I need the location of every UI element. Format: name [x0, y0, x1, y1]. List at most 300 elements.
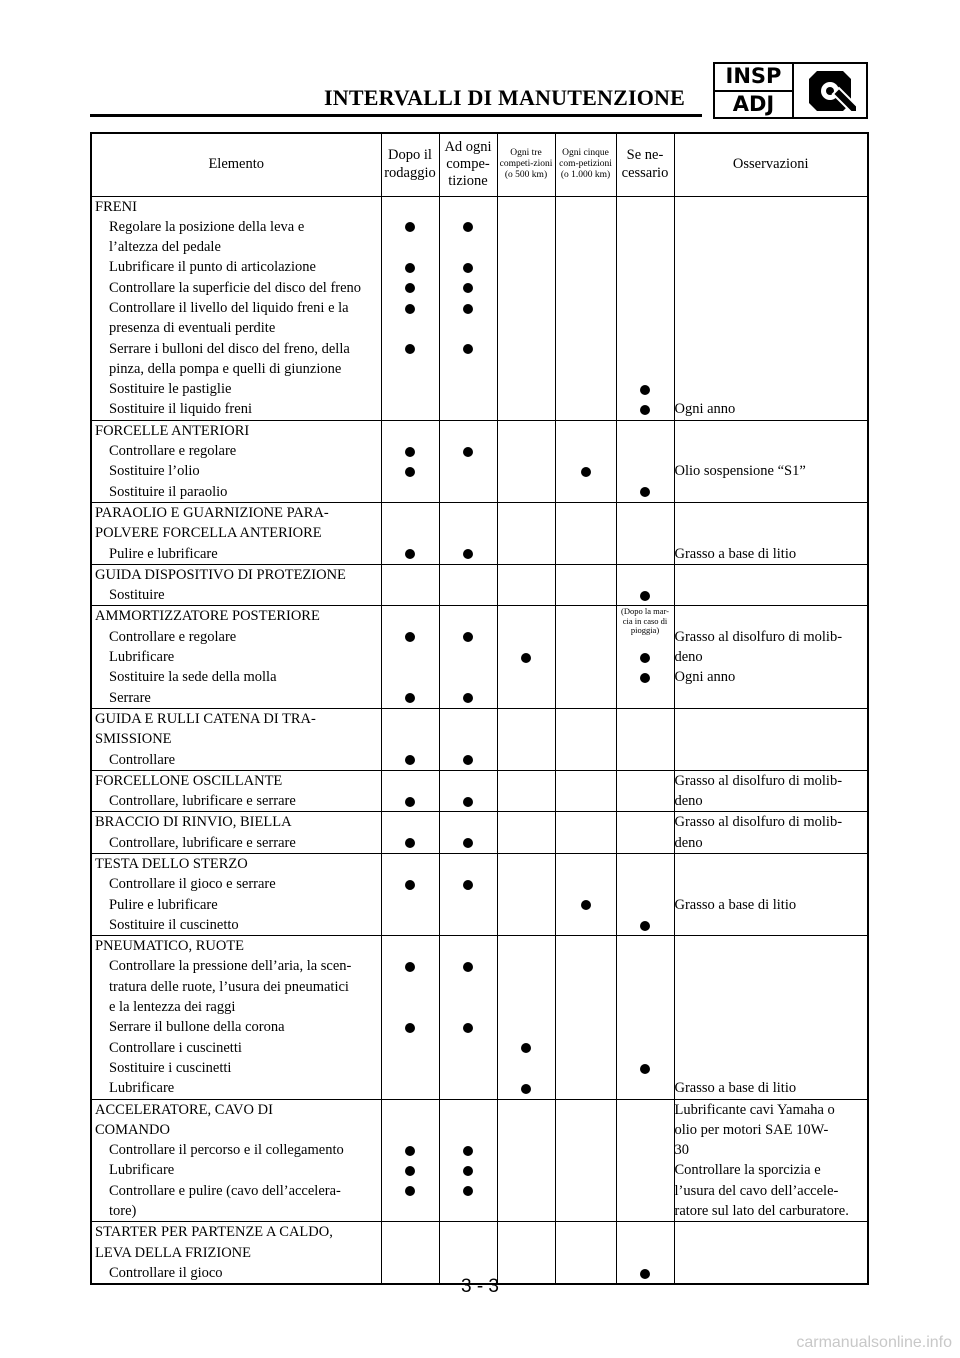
mark — [498, 647, 555, 667]
section-title: PARAOLIO E GUARNIZIONE PARA- — [95, 504, 329, 521]
spacer — [498, 339, 555, 359]
observations-cell — [674, 936, 868, 1099]
bullet-icon — [463, 755, 473, 765]
mark — [382, 1140, 439, 1160]
mark-cell-ad-ogni — [439, 770, 497, 812]
spacer — [675, 482, 868, 502]
mark-cell-ad-ogni — [439, 196, 497, 420]
mark — [382, 441, 439, 461]
mark — [382, 544, 439, 564]
spacer — [498, 833, 555, 853]
spacer — [556, 936, 616, 956]
bullet-icon — [405, 693, 415, 703]
badge-adj: ADJ — [732, 91, 775, 116]
spacer — [556, 1100, 616, 1120]
table-body — [91, 196, 868, 1284]
spacer — [498, 791, 555, 811]
bullet-icon — [521, 653, 531, 663]
mark-cell-ogni-cinque — [555, 936, 616, 1099]
mark-cell-dopo-rodaggio — [381, 708, 439, 770]
spacer — [498, 997, 555, 1017]
observation-text: Grasso a base di litio — [674, 896, 797, 913]
mark — [440, 1160, 497, 1180]
spacer — [556, 1120, 616, 1140]
spacer — [556, 379, 616, 399]
spacer — [556, 997, 616, 1017]
spacer — [617, 1100, 674, 1120]
spacer — [382, 503, 439, 523]
mark — [617, 399, 674, 419]
mark-cell-se-necessario — [616, 420, 674, 502]
spacer — [440, 1058, 497, 1078]
mark — [617, 379, 674, 399]
mark — [440, 278, 497, 298]
mark — [382, 298, 439, 318]
spacer — [617, 565, 674, 585]
mark — [440, 1017, 497, 1037]
spacer — [617, 997, 674, 1017]
spacer — [617, 791, 674, 811]
bullet-icon — [640, 921, 650, 931]
mark — [617, 585, 674, 605]
bullet-icon — [463, 222, 473, 232]
observation-text: Lubrificante cavi Yamaha o — [674, 1101, 835, 1118]
mark — [382, 1160, 439, 1180]
mark-cell-ogni-tre — [497, 708, 555, 770]
spacer — [440, 399, 497, 419]
section-title: COMANDO — [95, 1121, 170, 1138]
mark-cell-ogni-cinque — [555, 1222, 616, 1284]
spacer — [675, 915, 868, 935]
spacer — [440, 1100, 497, 1120]
mark — [440, 298, 497, 318]
mark — [440, 627, 497, 647]
mark-cell-ad-ogni — [439, 708, 497, 770]
spacer — [382, 729, 439, 749]
spacer — [440, 647, 497, 667]
task-text: Pulire e lubrificare — [109, 545, 218, 562]
mark-cell-se-necessario — [616, 564, 674, 606]
bullet-icon — [640, 385, 650, 395]
section-title: STARTER PER PARTENZE A CALDO, — [95, 1224, 333, 1241]
spacer — [675, 1017, 868, 1037]
task-text: Sostituire il paraolio — [109, 483, 228, 500]
spacer — [440, 977, 497, 997]
mark-cell-dopo-rodaggio — [381, 854, 439, 936]
mark — [382, 627, 439, 647]
section-items — [91, 770, 381, 812]
spacer — [617, 977, 674, 997]
spacer — [440, 585, 497, 605]
title-rule — [90, 114, 702, 117]
spacer — [617, 1120, 674, 1140]
section-row — [91, 502, 868, 564]
spacer — [382, 936, 439, 956]
spacer — [556, 1038, 616, 1058]
spacer — [382, 482, 439, 502]
maintenance-table — [90, 132, 869, 1285]
spacer — [498, 482, 555, 502]
spacer — [617, 833, 674, 853]
bullet-icon — [640, 1064, 650, 1074]
spacer — [382, 1078, 439, 1098]
section-row — [91, 606, 868, 708]
spacer — [675, 977, 868, 997]
observation-text: Grasso a base di litio — [674, 545, 797, 562]
mark-cell-ogni-tre — [497, 936, 555, 1099]
section-title: GUIDA E RULLI CATENA DI TRA- — [95, 710, 316, 727]
spacer — [617, 298, 674, 318]
spacer — [498, 709, 555, 729]
bullet-icon — [463, 344, 473, 354]
spacer — [440, 667, 497, 687]
spacer — [498, 523, 555, 543]
spacer — [440, 1120, 497, 1140]
mark-cell-ad-ogni — [439, 502, 497, 564]
observation-text: l’usura del cavo dell’accele- — [674, 1182, 839, 1199]
spacer — [617, 874, 674, 894]
spacer — [498, 1201, 555, 1221]
spacer — [440, 379, 497, 399]
mark-cell-dopo-rodaggio — [381, 502, 439, 564]
section-items — [91, 564, 381, 606]
task-text: presenza di eventuali perdite — [109, 320, 276, 337]
spacer — [617, 421, 674, 441]
mark — [617, 647, 674, 667]
spacer — [498, 359, 555, 379]
mark — [617, 667, 674, 687]
section-items — [91, 708, 381, 770]
spacer — [498, 237, 555, 257]
spacer — [382, 1222, 439, 1242]
section-title: ACCELERATORE, CAVO DI — [95, 1101, 273, 1118]
task-text: l’altezza del pedale — [109, 239, 221, 256]
spacer — [556, 359, 616, 379]
spacer — [675, 421, 868, 441]
bullet-icon — [405, 838, 415, 848]
task-text: Controllare il livello del liquido freni e la — [109, 299, 349, 316]
section-row — [91, 1222, 868, 1284]
task-text: e la lentezza dei raggi — [109, 999, 236, 1016]
task-text: Lubrificare — [109, 649, 175, 666]
spacer — [382, 1038, 439, 1058]
spacer — [382, 237, 439, 257]
spacer — [617, 1181, 674, 1201]
spacer — [675, 997, 868, 1017]
spacer — [675, 278, 868, 298]
spacer — [498, 854, 555, 874]
task-text: Lubrificare il punto di articolazione — [109, 259, 316, 276]
spacer — [675, 379, 868, 399]
spacer — [498, 379, 555, 399]
spacer — [556, 1222, 616, 1242]
spacer — [617, 217, 674, 237]
task-text: Sostituire l’olio — [109, 463, 200, 480]
mark-cell-se-necessario — [616, 502, 674, 564]
section-row — [91, 708, 868, 770]
spacer — [556, 441, 616, 461]
condition-note: (Dopo la mar-cia in caso di pioggia) — [621, 606, 669, 636]
spacer — [440, 1201, 497, 1221]
task-text: Controllare i cuscinetti — [109, 1039, 242, 1056]
spacer — [675, 936, 868, 956]
bullet-icon — [405, 344, 415, 354]
spacer — [675, 585, 868, 605]
mark — [440, 441, 497, 461]
task-text: Sostituire — [109, 587, 165, 604]
spacer — [675, 197, 868, 217]
spacer — [498, 977, 555, 997]
mark-cell-ogni-cinque — [555, 196, 616, 420]
spacer — [382, 812, 439, 832]
mark-cell-ogni-cinque — [555, 606, 616, 708]
mark-cell-ogni-tre — [497, 854, 555, 936]
mark-cell-ogni-cinque — [555, 502, 616, 564]
bullet-icon — [463, 962, 473, 972]
spacer — [498, 461, 555, 481]
page-number: 3 - 3 — [460, 1276, 500, 1297]
spacer — [617, 523, 674, 543]
mark-cell-ad-ogni — [439, 936, 497, 1099]
mark-cell-se-necessario — [616, 196, 674, 420]
spacer — [440, 1222, 497, 1242]
spacer — [498, 874, 555, 894]
mark — [382, 217, 439, 237]
spacer — [382, 1201, 439, 1221]
spacer — [382, 667, 439, 687]
mark-cell-ad-ogni — [439, 606, 497, 708]
spacer — [675, 688, 868, 708]
spacer — [498, 1017, 555, 1037]
mark-cell-ogni-cinque — [555, 1099, 616, 1222]
mark-cell-dopo-rodaggio — [381, 1222, 439, 1284]
section-title: LEVA DELLA FRIZIONE — [95, 1244, 252, 1261]
mark-cell-ogni-cinque — [555, 564, 616, 606]
col-osservazioni: Osservazioni — [674, 133, 868, 196]
bullet-icon — [463, 1023, 473, 1033]
section-title: POLVERE FORCELLA ANTERIORE — [95, 525, 322, 542]
spacer — [617, 750, 674, 770]
spacer — [498, 217, 555, 237]
spacer — [382, 197, 439, 217]
bullet-icon — [405, 222, 415, 232]
mark-cell-ogni-tre — [497, 606, 555, 708]
bullet-icon — [405, 1166, 415, 1176]
spacer — [498, 895, 555, 915]
section-row — [91, 812, 868, 854]
spacer — [440, 565, 497, 585]
spacer — [498, 771, 555, 791]
spacer — [556, 278, 616, 298]
bullet-icon — [405, 263, 415, 273]
spacer — [617, 257, 674, 277]
spacer — [617, 812, 674, 832]
bullet-icon — [581, 467, 591, 477]
task-text: tore) — [109, 1203, 137, 1220]
spacer — [556, 1078, 616, 1098]
mark-cell-ad-ogni — [439, 1222, 497, 1284]
mark-cell-ogni-tre — [497, 502, 555, 564]
spacer — [617, 503, 674, 523]
section-row — [91, 1099, 868, 1222]
observation-text: 30 — [674, 1142, 689, 1159]
section-items — [91, 1099, 381, 1222]
section-title: PNEUMATICO, RUOTE — [95, 938, 245, 955]
task-text: Controllare e regolare — [109, 628, 237, 645]
mark — [556, 895, 616, 915]
observation-text: Olio sospensione “S1” — [674, 463, 806, 480]
spacer — [382, 399, 439, 419]
spacer — [556, 544, 616, 564]
spacer — [617, 729, 674, 749]
spacer — [440, 318, 497, 338]
spacer — [382, 421, 439, 441]
spacer — [440, 197, 497, 217]
spacer — [498, 1058, 555, 1078]
task-text: Controllare e regolare — [109, 443, 237, 460]
spacer — [440, 854, 497, 874]
spacer — [556, 791, 616, 811]
spacer — [440, 359, 497, 379]
section-title: GUIDA DISPOSITIVO DI PROTEZIONE — [95, 566, 346, 583]
mark-cell-ogni-tre — [497, 770, 555, 812]
mark-cell-ogni-tre — [497, 1099, 555, 1222]
observations-cell — [674, 708, 868, 770]
spacer — [556, 833, 616, 853]
section-row — [91, 770, 868, 812]
spacer — [675, 854, 868, 874]
mark — [617, 1058, 674, 1078]
section-items — [91, 196, 381, 420]
task-text: Serrare — [109, 689, 151, 706]
mark — [440, 956, 497, 976]
mark — [382, 1017, 439, 1037]
mark — [382, 257, 439, 277]
spacer — [675, 339, 868, 359]
bullet-icon — [640, 673, 650, 683]
mark-cell-ogni-cinque — [555, 812, 616, 854]
bullet-icon — [405, 797, 415, 807]
spacer — [498, 606, 555, 626]
task-text: Controllare il gioco e serrare — [109, 876, 276, 893]
spacer — [617, 895, 674, 915]
mark-cell-dopo-rodaggio — [381, 420, 439, 502]
observation-text: deno — [674, 649, 703, 666]
spacer — [498, 956, 555, 976]
mark-cell-se-necessario — [616, 606, 674, 708]
bullet-icon — [405, 283, 415, 293]
col-ad-ogni-competizione: Ad ogni compe-tizione — [439, 133, 497, 196]
spacer — [440, 1038, 497, 1058]
badge-insp: INSP — [715, 64, 792, 92]
observation-text: Controllare la sporcizia e — [674, 1162, 821, 1179]
spacer — [617, 1017, 674, 1037]
mark-cell-se-necessario — [616, 770, 674, 812]
spacer — [498, 399, 555, 419]
task-text: Serrare i bulloni del disco del freno, della — [109, 340, 350, 357]
bullet-icon — [405, 447, 415, 457]
task-text: Sostituire le pastiglie — [109, 381, 232, 398]
spacer — [382, 647, 439, 667]
section-items — [91, 854, 381, 936]
spacer — [498, 585, 555, 605]
badge-text — [715, 64, 794, 117]
task-text: Sostituire il cuscinetto — [109, 916, 239, 933]
spacer — [498, 1222, 555, 1242]
spacer — [556, 318, 616, 338]
insp-adj-badge — [713, 62, 868, 119]
section-items — [91, 936, 381, 1099]
section-items — [91, 812, 381, 854]
col-dopo-rodaggio: Dopo il rodaggio — [381, 133, 439, 196]
spacer — [498, 318, 555, 338]
mark-cell-ad-ogni — [439, 1099, 497, 1222]
spacer — [556, 627, 616, 647]
mark — [617, 482, 674, 502]
spacer — [556, 771, 616, 791]
spacer — [440, 1243, 497, 1263]
spacer — [382, 771, 439, 791]
mark — [382, 1181, 439, 1201]
observations-cell — [674, 1099, 868, 1222]
spacer — [498, 197, 555, 217]
spacer — [617, 278, 674, 298]
spacer — [498, 565, 555, 585]
page-header — [90, 60, 870, 120]
bullet-icon — [463, 1166, 473, 1176]
bullet-icon — [640, 487, 650, 497]
section-title: FRENI — [95, 198, 137, 215]
spacer — [382, 606, 439, 626]
bullet-icon — [463, 1186, 473, 1196]
observation-text: Grasso al disolfuro di molib- — [674, 814, 843, 831]
spacer — [617, 359, 674, 379]
bullet-icon — [463, 632, 473, 642]
section-title: BRACCIO DI RINVIO, BIELLA — [95, 814, 292, 831]
spacer — [382, 709, 439, 729]
observation-text: Ogni anno — [674, 669, 736, 686]
spacer — [617, 318, 674, 338]
spacer — [498, 627, 555, 647]
spacer — [617, 1201, 674, 1221]
observations-cell — [674, 420, 868, 502]
spacer — [617, 709, 674, 729]
observations-cell — [674, 502, 868, 564]
spacer — [498, 729, 555, 749]
section-items — [91, 1222, 381, 1284]
spacer — [556, 257, 616, 277]
spacer — [617, 956, 674, 976]
observations-cell — [674, 606, 868, 708]
mark-cell-ogni-cinque — [555, 854, 616, 936]
spacer — [556, 217, 616, 237]
spacer — [382, 565, 439, 585]
spacer — [498, 812, 555, 832]
mark — [382, 833, 439, 853]
spacer — [617, 544, 674, 564]
spacer — [382, 523, 439, 543]
mark-cell-ogni-tre — [497, 1222, 555, 1284]
spacer — [675, 1058, 868, 1078]
task-text: Pulire e lubrificare — [109, 896, 218, 913]
spacer — [675, 359, 868, 379]
mark-cell-dopo-rodaggio — [381, 770, 439, 812]
mark-cell-ogni-tre — [497, 196, 555, 420]
mark — [498, 1078, 555, 1098]
spacer — [675, 750, 868, 770]
spacer — [382, 977, 439, 997]
task-text: Sostituire i cuscinetti — [109, 1059, 232, 1076]
